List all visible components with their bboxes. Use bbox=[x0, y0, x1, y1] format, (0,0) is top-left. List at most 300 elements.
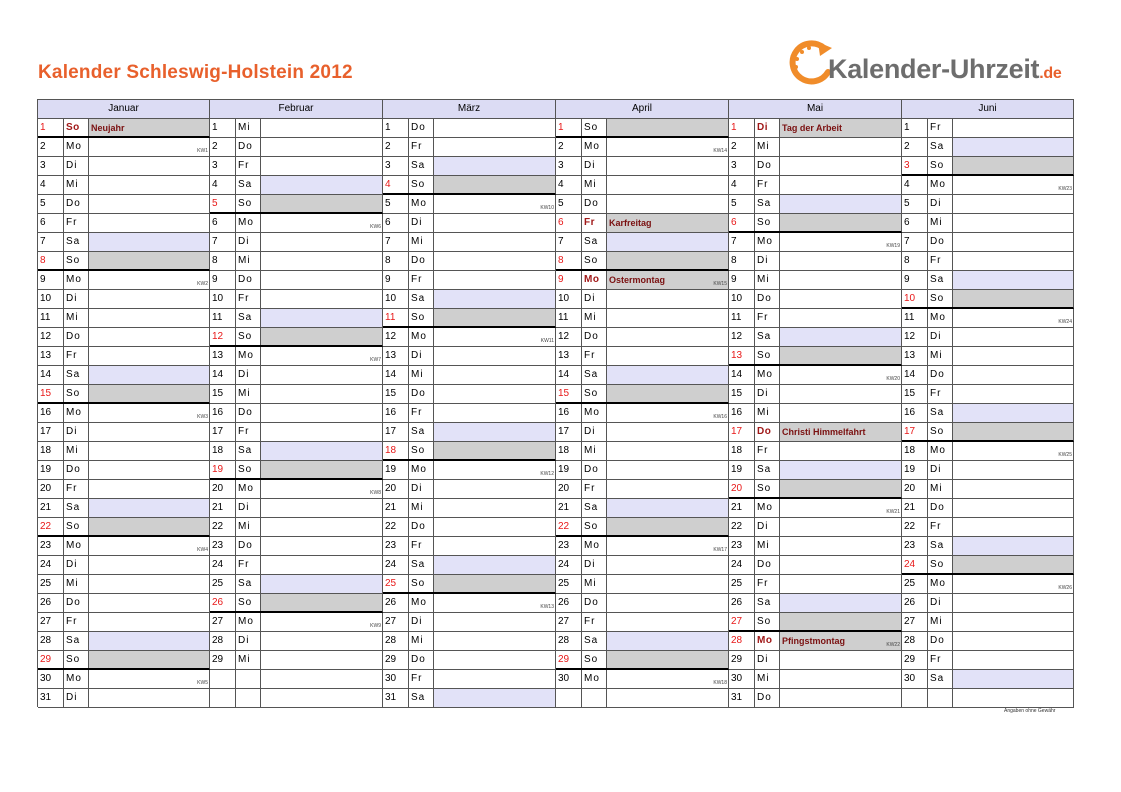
day-row bbox=[729, 385, 902, 404]
day-row bbox=[383, 195, 556, 214]
day-note bbox=[607, 366, 728, 384]
day-note bbox=[780, 309, 901, 327]
day-number: 14 bbox=[38, 366, 64, 384]
day-note bbox=[434, 252, 555, 270]
day-note bbox=[607, 670, 728, 688]
weekday: Mi bbox=[755, 404, 780, 422]
day-row bbox=[210, 385, 383, 404]
month-header: Juni bbox=[902, 100, 1074, 119]
weekday: Mi bbox=[755, 138, 780, 156]
weekday: Do bbox=[755, 290, 780, 308]
day-note bbox=[89, 366, 209, 384]
weekday: So bbox=[928, 157, 953, 174]
weekday: Fr bbox=[409, 138, 434, 156]
day-note bbox=[89, 290, 209, 308]
day-row bbox=[902, 556, 1074, 575]
day-number: 5 bbox=[902, 195, 928, 213]
day-row bbox=[210, 252, 383, 271]
weekday: Mo bbox=[409, 594, 434, 612]
day-note bbox=[607, 290, 728, 308]
weekday: Di bbox=[928, 461, 953, 479]
weekday: Mo bbox=[409, 461, 434, 479]
day-row bbox=[38, 651, 210, 670]
day-row bbox=[210, 157, 383, 176]
weekday: Fr bbox=[64, 347, 89, 365]
weekday: Do bbox=[409, 651, 434, 669]
day-number: 12 bbox=[38, 328, 64, 346]
day-note bbox=[607, 138, 728, 156]
day-note bbox=[607, 480, 728, 498]
weekday: Do bbox=[755, 157, 780, 175]
day-number: 30 bbox=[383, 670, 409, 688]
day-row bbox=[38, 632, 210, 651]
day-row bbox=[210, 195, 383, 214]
day-number: 8 bbox=[556, 252, 582, 269]
day-note bbox=[261, 119, 382, 137]
day-row bbox=[902, 423, 1074, 442]
day-row bbox=[902, 233, 1074, 252]
week-number: KW9 bbox=[370, 623, 381, 629]
weekday: Di bbox=[755, 385, 780, 403]
day-number: 17 bbox=[210, 423, 236, 441]
day-note bbox=[89, 594, 209, 612]
day-row bbox=[383, 404, 556, 423]
day-note bbox=[780, 518, 901, 536]
weekday: Di bbox=[755, 252, 780, 270]
day-note-empty bbox=[261, 689, 382, 707]
day-number: 16 bbox=[38, 404, 64, 422]
day-row bbox=[38, 518, 210, 537]
day-note bbox=[89, 651, 209, 668]
day-number: 27 bbox=[383, 613, 409, 631]
month-header: Februar bbox=[210, 100, 383, 119]
logo-tld: .de bbox=[1039, 65, 1062, 82]
week-number: KW8 bbox=[370, 490, 381, 496]
day-number: 15 bbox=[383, 385, 409, 403]
day-number: 29 bbox=[556, 651, 582, 668]
day-number: 31 bbox=[383, 689, 409, 707]
weekday: So bbox=[236, 594, 261, 611]
day-note bbox=[780, 233, 901, 251]
day-row bbox=[556, 480, 729, 499]
weekday: So bbox=[64, 119, 89, 136]
weekday: Do bbox=[64, 461, 89, 479]
week-number: KW16 bbox=[713, 414, 727, 420]
day-number: 15 bbox=[556, 385, 582, 402]
day-number: 25 bbox=[383, 575, 409, 592]
day-number: 15 bbox=[729, 385, 755, 403]
week-number: KW12 bbox=[540, 471, 554, 477]
day-number: 18 bbox=[902, 442, 928, 460]
day-note bbox=[953, 499, 1073, 517]
day-note bbox=[89, 613, 209, 631]
weekday: Mi bbox=[582, 575, 607, 593]
day-number: 18 bbox=[38, 442, 64, 460]
weekday: Fr bbox=[409, 670, 434, 688]
week-number: KW4 bbox=[197, 547, 208, 553]
day-note bbox=[89, 461, 209, 479]
month-column bbox=[902, 100, 1074, 708]
day-number: 29 bbox=[38, 651, 64, 668]
day-row bbox=[729, 461, 902, 480]
weekday: Sa bbox=[755, 328, 780, 346]
day-number: 13 bbox=[38, 347, 64, 365]
weekday: So bbox=[928, 290, 953, 307]
day-number: 16 bbox=[383, 404, 409, 422]
day-number: 1 bbox=[383, 119, 409, 137]
week-number: KW22 bbox=[886, 642, 900, 648]
day-number: 20 bbox=[383, 480, 409, 498]
day-row bbox=[729, 594, 902, 613]
day-row bbox=[38, 366, 210, 385]
day-number: 9 bbox=[383, 271, 409, 289]
day-number: 21 bbox=[383, 499, 409, 517]
day-note bbox=[261, 290, 382, 308]
day-note bbox=[780, 328, 901, 346]
day-number: 26 bbox=[38, 594, 64, 612]
day-number: 10 bbox=[556, 290, 582, 308]
day-number: 13 bbox=[729, 347, 755, 364]
weekday: So bbox=[755, 480, 780, 497]
day-number: 6 bbox=[902, 214, 928, 232]
month-column bbox=[210, 100, 383, 708]
day-note bbox=[434, 632, 555, 650]
weekday: Mi bbox=[236, 385, 261, 403]
day-row bbox=[38, 252, 210, 271]
weekday: Di bbox=[582, 290, 607, 308]
day-note bbox=[607, 632, 728, 650]
weekday: Sa bbox=[409, 556, 434, 574]
day-note bbox=[434, 442, 555, 459]
day-row bbox=[38, 290, 210, 309]
day-row bbox=[38, 556, 210, 575]
weekday: Do bbox=[236, 537, 261, 555]
day-number: 20 bbox=[902, 480, 928, 498]
day-number: 1 bbox=[38, 119, 64, 136]
weekday: Sa bbox=[64, 233, 89, 251]
weekday: Sa bbox=[928, 404, 953, 422]
day-note bbox=[953, 271, 1073, 289]
weekday: Mo bbox=[755, 499, 780, 517]
weekday-empty bbox=[236, 689, 261, 707]
weekday-empty bbox=[582, 689, 607, 707]
weekday: Di bbox=[755, 119, 780, 137]
day-note bbox=[953, 214, 1073, 232]
weekday: So bbox=[582, 385, 607, 402]
day-note bbox=[261, 499, 382, 517]
day-note bbox=[261, 575, 382, 593]
day-number: 12 bbox=[556, 328, 582, 346]
day-note bbox=[434, 366, 555, 384]
day-note bbox=[89, 119, 209, 136]
weekday: Do bbox=[582, 461, 607, 479]
day-number: 7 bbox=[383, 233, 409, 251]
weekday: Mo bbox=[236, 214, 261, 232]
weekday: Sa bbox=[236, 575, 261, 593]
day-row bbox=[38, 575, 210, 594]
day-number: 23 bbox=[38, 537, 64, 555]
day-note bbox=[780, 176, 901, 194]
day-row bbox=[383, 138, 556, 157]
day-note bbox=[261, 518, 382, 536]
week-number: KW10 bbox=[540, 205, 554, 211]
day-note bbox=[434, 613, 555, 631]
weekday: Fr bbox=[582, 480, 607, 498]
day-note bbox=[953, 575, 1073, 593]
day-row bbox=[556, 537, 729, 556]
day-row bbox=[556, 461, 729, 480]
day-note bbox=[953, 442, 1073, 460]
day-note bbox=[607, 537, 728, 555]
day-number: 30 bbox=[556, 670, 582, 688]
day-row bbox=[556, 366, 729, 385]
day-number: 7 bbox=[902, 233, 928, 251]
day-row bbox=[383, 157, 556, 176]
day-note bbox=[261, 252, 382, 270]
weekday: So bbox=[755, 613, 780, 630]
day-note bbox=[434, 271, 555, 289]
day-number: 1 bbox=[729, 119, 755, 137]
day-note bbox=[607, 271, 728, 289]
day-note bbox=[780, 347, 901, 364]
weekday: So bbox=[236, 195, 261, 212]
day-number: 28 bbox=[556, 632, 582, 650]
weekday: Mi bbox=[409, 366, 434, 384]
day-number: 3 bbox=[556, 157, 582, 175]
weekday: Fr bbox=[928, 385, 953, 403]
day-number: 12 bbox=[729, 328, 755, 346]
weekday: Sa bbox=[236, 176, 261, 194]
weekday: Mi bbox=[755, 271, 780, 289]
month-column bbox=[383, 100, 556, 708]
weekday: So bbox=[236, 461, 261, 478]
weekday: Mi bbox=[64, 442, 89, 460]
day-row bbox=[556, 404, 729, 423]
weekday: Mi bbox=[409, 233, 434, 251]
day-number: 23 bbox=[556, 537, 582, 555]
day-row bbox=[902, 328, 1074, 347]
weekday: Do bbox=[409, 518, 434, 536]
day-row bbox=[729, 613, 902, 632]
day-row bbox=[902, 366, 1074, 385]
day-row bbox=[210, 119, 383, 138]
day-number: 25 bbox=[556, 575, 582, 593]
day-number: 4 bbox=[556, 176, 582, 194]
day-number: 5 bbox=[210, 195, 236, 212]
day-row bbox=[902, 518, 1074, 537]
day-row bbox=[383, 442, 556, 461]
weekday: Sa bbox=[928, 138, 953, 156]
holiday-name: Ostermontag bbox=[609, 275, 666, 285]
weekday: Do bbox=[755, 556, 780, 574]
day-number: 7 bbox=[210, 233, 236, 251]
day-note bbox=[780, 480, 901, 497]
weekday: Fr bbox=[928, 651, 953, 669]
day-number: 17 bbox=[383, 423, 409, 441]
day-number: 10 bbox=[729, 290, 755, 308]
day-number: 2 bbox=[902, 138, 928, 156]
weekday: Fr bbox=[582, 347, 607, 365]
day-number: 5 bbox=[383, 195, 409, 213]
day-row bbox=[902, 670, 1074, 689]
day-row bbox=[210, 138, 383, 157]
day-note bbox=[953, 290, 1073, 307]
day-row bbox=[383, 347, 556, 366]
weekday: Sa bbox=[409, 290, 434, 308]
weekday: Mi bbox=[928, 214, 953, 232]
day-number: 8 bbox=[902, 252, 928, 270]
day-note bbox=[953, 518, 1073, 536]
day-row bbox=[383, 480, 556, 499]
day-number: 28 bbox=[383, 632, 409, 650]
day-number: 2 bbox=[556, 138, 582, 156]
day-note bbox=[434, 347, 555, 365]
day-row bbox=[902, 195, 1074, 214]
day-row bbox=[383, 575, 556, 594]
weekday: Di bbox=[409, 613, 434, 631]
day-row bbox=[556, 385, 729, 404]
day-row bbox=[902, 442, 1074, 461]
day-row bbox=[383, 290, 556, 309]
weekday: Di bbox=[582, 556, 607, 574]
day-number: 28 bbox=[902, 632, 928, 650]
weekday: Fr bbox=[755, 176, 780, 194]
day-number: 17 bbox=[556, 423, 582, 441]
day-row bbox=[210, 176, 383, 195]
day-row bbox=[38, 480, 210, 499]
day-note bbox=[434, 214, 555, 232]
day-note bbox=[261, 271, 382, 289]
day-row bbox=[729, 347, 902, 366]
weekday: Di bbox=[928, 195, 953, 213]
day-row bbox=[556, 119, 729, 138]
day-row bbox=[383, 176, 556, 195]
day-number: 28 bbox=[210, 632, 236, 650]
day-note bbox=[261, 556, 382, 574]
day-number: 3 bbox=[383, 157, 409, 175]
day-row bbox=[210, 271, 383, 290]
day-note bbox=[607, 404, 728, 422]
day-note bbox=[89, 138, 209, 156]
day-number: 11 bbox=[383, 309, 409, 326]
day-row bbox=[210, 556, 383, 575]
weekday: Fr bbox=[755, 309, 780, 327]
day-note bbox=[953, 347, 1073, 365]
month-column bbox=[556, 100, 729, 708]
weekday: Mi bbox=[755, 670, 780, 688]
day-row bbox=[729, 556, 902, 575]
logo-name: Kalender-Uhrzeit bbox=[828, 54, 1040, 84]
day-row bbox=[556, 689, 729, 708]
day-row bbox=[210, 233, 383, 252]
day-row bbox=[902, 575, 1074, 594]
day-row bbox=[210, 328, 383, 347]
day-row bbox=[902, 157, 1074, 176]
day-row bbox=[210, 499, 383, 518]
day-note bbox=[953, 594, 1073, 612]
weekday: Di bbox=[64, 423, 89, 441]
day-row bbox=[902, 271, 1074, 290]
day-note bbox=[607, 518, 728, 535]
weekday: Fr bbox=[409, 537, 434, 555]
day-row bbox=[556, 499, 729, 518]
weekday: Do bbox=[928, 632, 953, 650]
day-number: 10 bbox=[383, 290, 409, 308]
day-number: 6 bbox=[556, 214, 582, 232]
week-number: KW5 bbox=[197, 680, 208, 686]
day-number: 19 bbox=[38, 461, 64, 479]
day-row bbox=[729, 138, 902, 157]
day-row bbox=[210, 575, 383, 594]
weekday: Sa bbox=[64, 632, 89, 650]
day-note bbox=[89, 252, 209, 269]
day-row bbox=[902, 385, 1074, 404]
week-number: KW23 bbox=[1058, 186, 1072, 192]
day-number: 3 bbox=[902, 157, 928, 174]
day-note bbox=[953, 651, 1073, 669]
weekday: Mi bbox=[236, 119, 261, 137]
day-note bbox=[434, 651, 555, 669]
day-row bbox=[902, 252, 1074, 271]
day-number: 27 bbox=[38, 613, 64, 631]
day-row bbox=[38, 309, 210, 328]
day-row bbox=[556, 252, 729, 271]
day-note bbox=[434, 499, 555, 517]
day-number: 21 bbox=[210, 499, 236, 517]
month-header: Januar bbox=[38, 100, 210, 119]
day-row bbox=[902, 138, 1074, 157]
day-number: 6 bbox=[729, 214, 755, 231]
weekday: So bbox=[582, 518, 607, 535]
day-row bbox=[729, 366, 902, 385]
day-number-empty bbox=[902, 689, 928, 707]
weekday: Sa bbox=[928, 271, 953, 289]
clock-logo-icon bbox=[788, 38, 832, 88]
day-number: 21 bbox=[556, 499, 582, 517]
day-row bbox=[210, 480, 383, 499]
day-note bbox=[780, 556, 901, 574]
weekday: Fr bbox=[928, 119, 953, 137]
weekday: Mo bbox=[755, 233, 780, 251]
day-number: 14 bbox=[383, 366, 409, 384]
day-number: 18 bbox=[729, 442, 755, 460]
day-note bbox=[953, 309, 1073, 327]
day-note bbox=[89, 480, 209, 498]
weekday: Do bbox=[64, 328, 89, 346]
day-number: 21 bbox=[38, 499, 64, 517]
day-note bbox=[607, 252, 728, 269]
day-number: 23 bbox=[383, 537, 409, 555]
weekday: Do bbox=[236, 271, 261, 289]
day-note bbox=[953, 195, 1073, 213]
day-row bbox=[902, 480, 1074, 499]
day-row bbox=[210, 461, 383, 480]
day-number: 31 bbox=[729, 689, 755, 707]
day-note bbox=[780, 575, 901, 593]
weekday: Sa bbox=[582, 366, 607, 384]
weekday: Mi bbox=[236, 252, 261, 270]
weekday: Mo bbox=[928, 176, 953, 194]
weekday: Di bbox=[755, 518, 780, 536]
day-number: 22 bbox=[383, 518, 409, 536]
day-number: 11 bbox=[38, 309, 64, 327]
day-row bbox=[556, 613, 729, 632]
day-note bbox=[89, 309, 209, 327]
day-row bbox=[38, 594, 210, 613]
weekday: Mi bbox=[236, 518, 261, 536]
day-row bbox=[556, 157, 729, 176]
day-number: 11 bbox=[210, 309, 236, 327]
